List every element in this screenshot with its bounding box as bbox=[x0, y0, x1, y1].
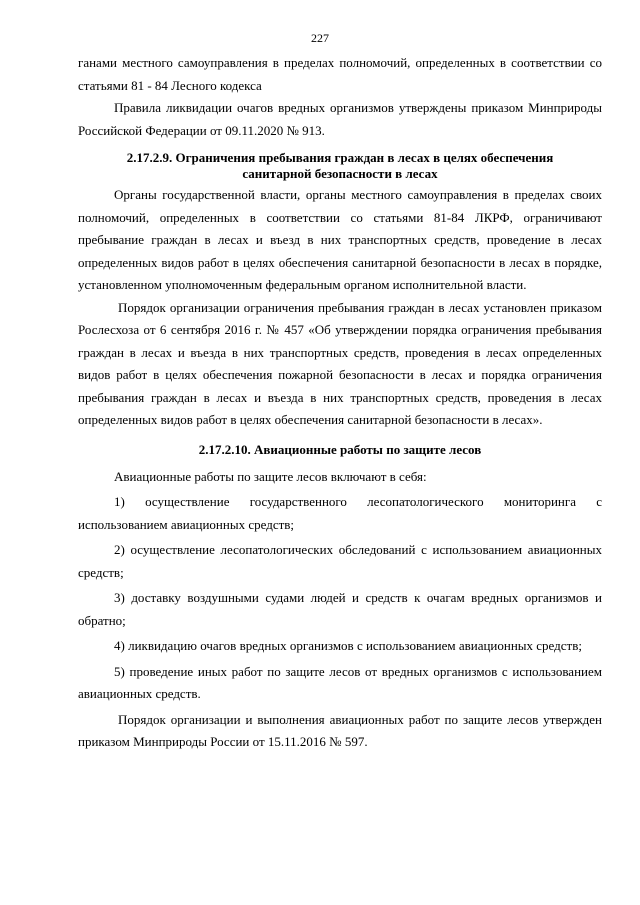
page-number: 227 bbox=[311, 31, 329, 45]
list-item: 2) осуществление лесопатологических обследований с использованием авиационных средств; bbox=[78, 542, 602, 580]
list-intro: Авиационные работы по защите лесов включают в себя: bbox=[114, 468, 427, 484]
rules-paragraph: Правила ликвидации очагов вредных организмов утверждены приказом Минприроды Российской Федерации от 09.11.2020 № 913. bbox=[78, 100, 602, 138]
closing-paragraph: Порядок организации и выполнения авиационных работ по защите лесов утвержден приказом Минприроды России от 15.11.2016 № 597. bbox=[78, 711, 602, 749]
section-paragraph: Органы государственной власти, органы местного самоуправления в пределах своих полномочий, определенных в соответствии со статьями 81-84 ЛКРФ, ограничивают пребывание граждан в лесах и въезд в них транспортных средств, проведение в лесах определенных видов работ в целях обеспечения санитарной безопасности в лесах в порядке, установленном уполномоченным федеральным органом исполнительной власти. bbox=[78, 187, 602, 292]
list-item: 1) осуществление государственного лесопатологического мониторинга с использованием авиационных средств; bbox=[78, 494, 602, 532]
section-heading-line-1: 2.17.2.9. Ограничения пребывания граждан в лесах в целях обеспечения bbox=[126, 150, 554, 165]
section-2-17-2-10 bbox=[78, 442, 602, 754]
page-content bbox=[78, 52, 602, 754]
list-item: 4) ликвидацию очагов вредных организмов с использованием авиационных средств; bbox=[114, 638, 582, 653]
section-paragraph: Порядок организации ограничения пребывания граждан в лесах установлен приказом Рослесхоза от 6 сентября 2016 г. № 457 «Об утверждении порядка ограничения пребывания граждан в лесах и въезда в них транспортных средств, проведения в лесах определенных видов работ в целях обеспечения пожарной безопасности в лесах и порядка ограничения пребывания граждан в лесах и въезда в них транспортных средств, проведения в лесах определенных видов работ в целях обеспечения санитарной безопасности в лесах». bbox=[78, 299, 602, 427]
continuation-paragraph: ганами местного самоуправления в пределах полномочий, определенных в соответствии со статьями 81 - 84 Лесного кодекса bbox=[78, 55, 602, 93]
section-heading-line-2: санитарной безопасности в лесах bbox=[242, 166, 438, 181]
section-2-17-2-9 bbox=[78, 150, 602, 432]
list-item: 5) проведение иных работ по защите лесов от вредных организмов с использованием авиационных средств. bbox=[78, 663, 602, 701]
section-heading: 2.17.2.10. Авиационные работы по защите лесов bbox=[198, 441, 482, 457]
list-item: 3) доставку воздушными судами людей и средств к очагам вредных организмов и обратно; bbox=[78, 590, 602, 628]
